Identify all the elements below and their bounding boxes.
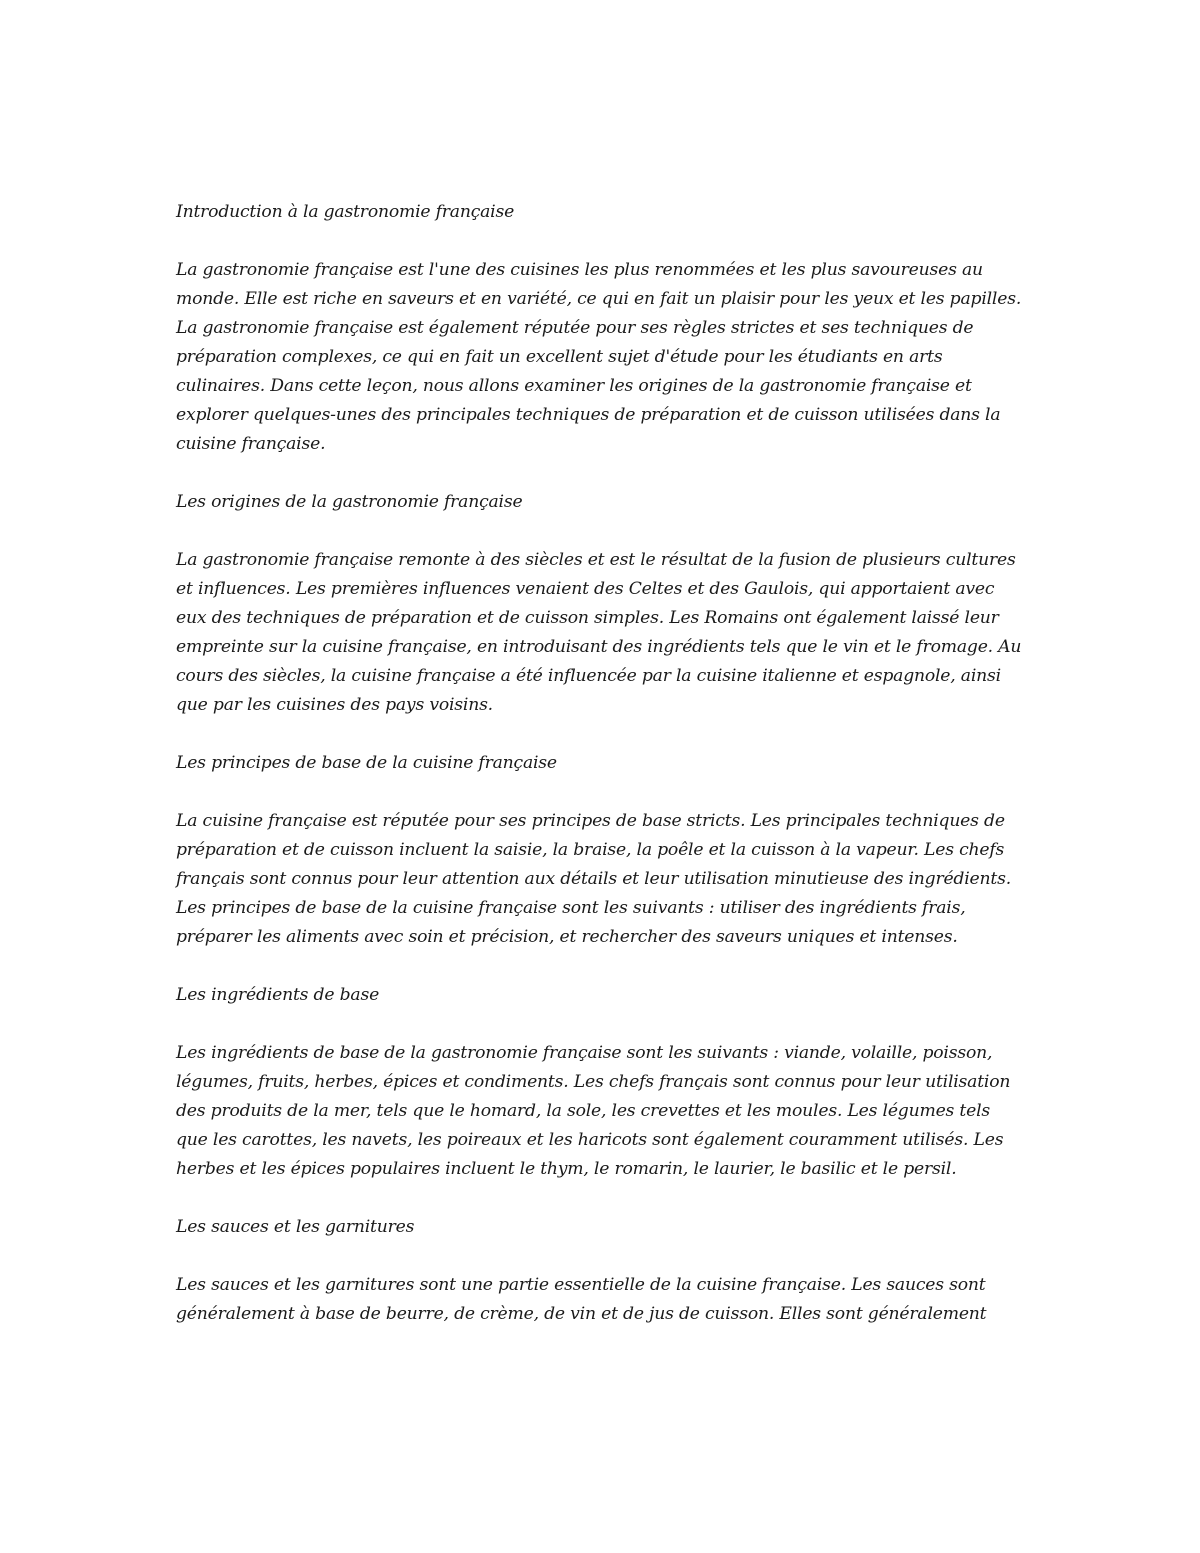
section-heading-principes: Les principes de base de la cuisine française xyxy=(176,753,557,773)
section-paragraph-principes: La cuisine française est réputée pour ses principes de base stricts. Les principales techniques de préparation et de cuisson incluent la saisie, la braise, la poêle et la cuisson à la vapeur. Les chefs français sont connus pour leur attention aux détails et leur utilisation minutieuse des ingrédients. Les principes de base de la cuisine française sont les suivants : utiliser des ingrédients frais, préparer les aliments avec soin et précision, et rechercher des saveurs uniques et intenses. xyxy=(176,811,1011,947)
section-heading-introduction: Introduction à la gastronomie française xyxy=(176,202,515,222)
section-paragraph-sauces: Les sauces et les garnitures sont une partie essentielle de la cuisine française. Les sauces sont généralement à base de beurre, de crème, de vin et de jus de cuisson. Elles sont généralement xyxy=(176,1275,987,1324)
section-heading-sauces: Les sauces et les garnitures xyxy=(176,1217,415,1237)
section-paragraph-introduction: La gastronomie française est l'une des cuisines les plus renommées et les plus savoureuses au monde. Elle est riche en saveurs et en variété, ce qui en fait un plaisir pour les yeux et les papilles. La gastronomie française est également réputée pour ses règles strictes et ses techniques de préparation complexes, ce qui en fait un excellent sujet d'étude pour les étudiants en arts culinaires. Dans cette leçon, nous allons examiner les origines de la gastronomie française et explorer quelques-unes des principales techniques de préparation et de cuisson utilisées dans la cuisine française. xyxy=(176,260,1022,454)
section-paragraph-origines: La gastronomie française remonte à des siècles et est le résultat de la fusion de plusieurs cultures et influences. Les premières influences venaient des Celtes et des Gaulois, qui apportaient avec eux des techniques de préparation et de cuisson simples. Les Romains ont également laissé leur empreinte sur la cuisine française, en introduisant des ingrédients tels que le vin et le fromage. Au cours des siècles, la cuisine française a été influencée par la cuisine italienne et espagnole, ainsi que par les cuisines des pays voisins. xyxy=(176,550,1022,715)
section-paragraph-ingredients: Les ingrédients de base de la gastronomie française sont les suivants : viande, volaille, poisson, légumes, fruits, herbes, épices et condiments. Les chefs français sont connus pour leur utilisation des produits de la mer, tels que le homard, la sole, les crevettes et les moules. Les légumes tels que les carottes, les navets, les poireaux et les haricots sont également couramment utilisés. Les herbes et les épices populaires incluent le thym, le romarin, le laurier, le basilic et le persil. xyxy=(176,1043,1011,1179)
section-heading-origines: Les origines de la gastronomie française xyxy=(176,492,523,512)
section-heading-ingredients: Les ingrédients de base xyxy=(176,985,380,1005)
document-body xyxy=(176,198,1026,1329)
